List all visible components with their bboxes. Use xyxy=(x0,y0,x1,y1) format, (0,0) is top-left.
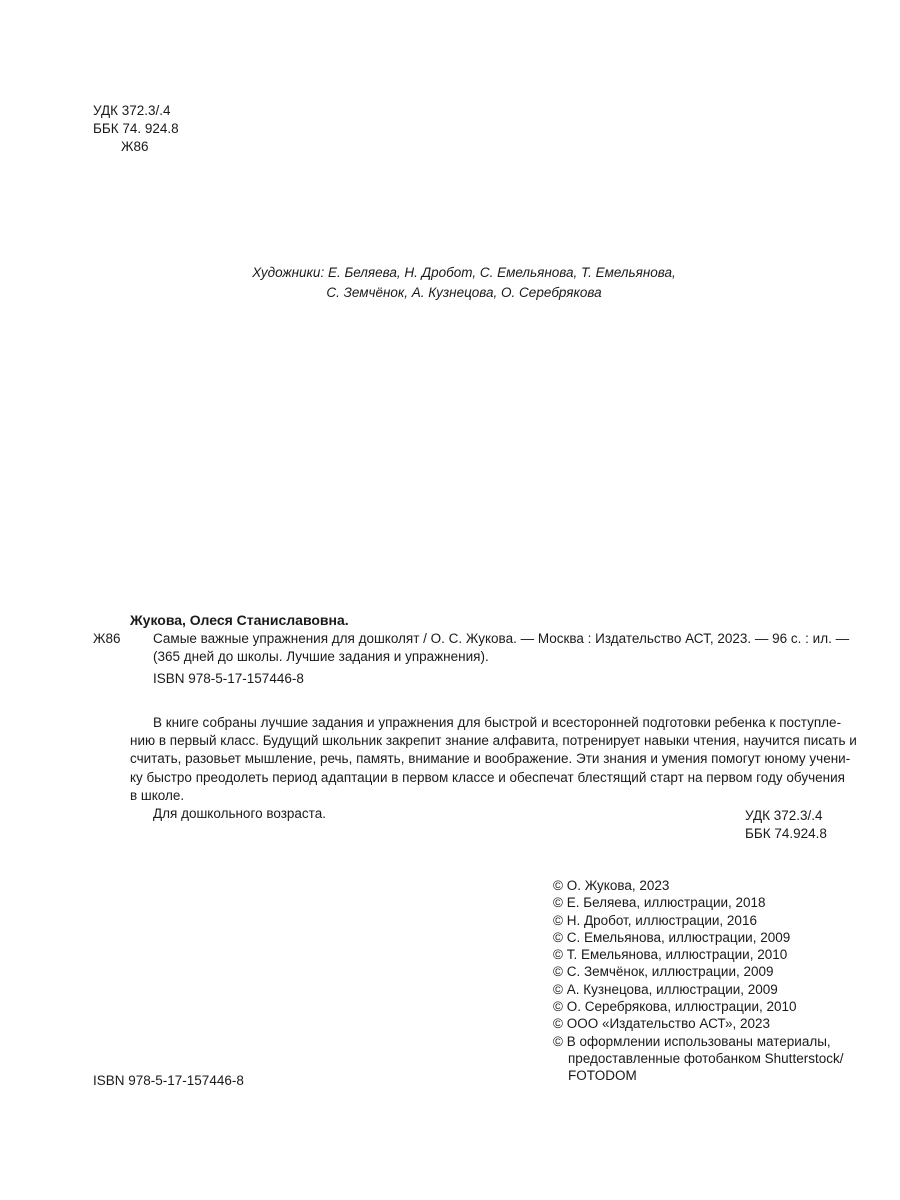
annotation-line: в школе. xyxy=(130,787,185,803)
copyright-line: © Е. Беляева, иллюстрации, 2018 xyxy=(553,895,766,911)
copyright-line: © А. Кузнецова, иллюстрации, 2009 xyxy=(553,981,778,997)
isbn-bottom: ISBN 978-5-17-157446-8 xyxy=(93,1073,244,1088)
catalog-author-sign: Ж86 xyxy=(93,631,121,646)
copyright-line: предоставленные фотобанком Shutterstock/ xyxy=(568,1050,844,1066)
bbk-code-right: ББК 74.924.8 xyxy=(745,826,827,841)
illustrators-line-2: С. Земчёнок, А. Кузнецова, О. Серебрякова xyxy=(326,285,602,300)
copyright-line: © С. Земчёнок, иллюстрации, 2009 xyxy=(553,964,774,980)
copyright-line: © Н. Дробот, иллюстрации, 2016 xyxy=(553,912,757,928)
copyright-line: © Т. Емельянова, иллюстрации, 2010 xyxy=(553,947,788,963)
bibliographic-description xyxy=(153,630,849,666)
annotation-line: нию в первый класс. Будущий школьник закрепит знание алфавита, потренирует навыки чтения, научится писать и xyxy=(130,733,857,749)
annotation xyxy=(130,714,857,823)
copyright-line: © В оформлении использованы материалы, xyxy=(553,1033,831,1049)
biblio-line-2: (365 дней до школы. Лучшие задания и упражнения). xyxy=(153,649,489,664)
udk-code: УДК 372.3/.4 xyxy=(93,103,171,118)
author-sign: Ж86 xyxy=(121,139,149,154)
illustrators-line-1: Художники: Е. Беляева, Н. Дробот, С. Емельянова, Т. Емельянова, xyxy=(252,265,676,280)
bbk-code: ББК 74. 924.8 xyxy=(93,121,179,136)
classification-codes-right xyxy=(745,807,827,843)
copyright-line: © ООО «Издательство АСТ», 2023 xyxy=(553,1016,771,1032)
copyright-notices xyxy=(553,877,843,1085)
age-category: Для дошкольного возраста. xyxy=(153,806,326,822)
copyright-line: © О. Жукова, 2023 xyxy=(553,878,670,893)
classification-codes-top xyxy=(93,102,179,156)
copyright-line: © О. Серебрякова, иллюстрации, 2010 xyxy=(553,999,797,1015)
annotation-line: считать, разовьет мышление, речь, память, внимание и воображение. Эти знания и умения помогут юному учени- xyxy=(130,751,851,767)
annotation-line: ку быстро преодолеть период адаптации в первом классе и обеспечат блестящий старт на первом году обучения xyxy=(130,769,845,785)
annotation-line: В книге собраны лучшие задания и упражнения для быстрой и всесторонней подготовки ребенка к поступле- xyxy=(153,715,842,730)
copyright-line: FOTODOM xyxy=(568,1068,637,1084)
catalog-isbn: ISBN 978-5-17-157446-8 xyxy=(153,671,304,686)
biblio-line-1: Самые важные упражнения для дошколят / О. С. Жукова. — Москва : Издательство АСТ, 2023. — 96 с. : ил. — xyxy=(153,631,850,646)
copyright-line: © С. Емельянова, иллюстрации, 2009 xyxy=(553,929,791,945)
illustrators-credit xyxy=(0,263,900,303)
catalog-author: Жукова, Олеся Станиславовна. xyxy=(130,612,349,628)
udk-code-right: УДК 372.3/.4 xyxy=(745,808,823,823)
